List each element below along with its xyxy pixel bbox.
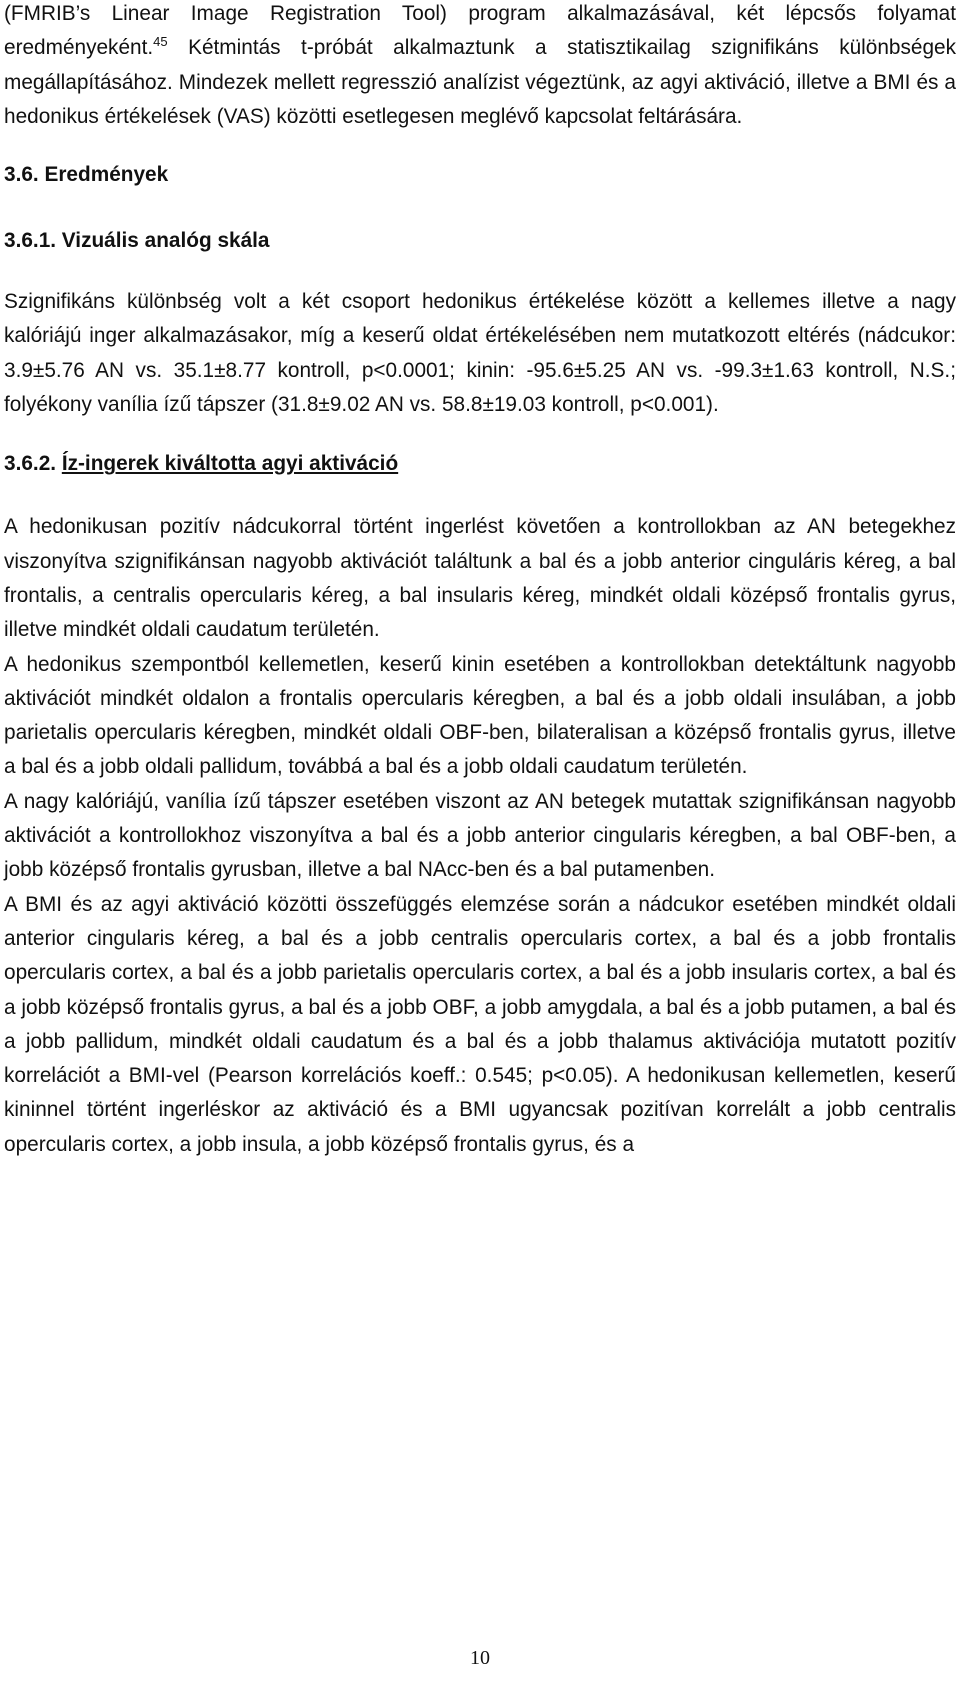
activation-body [4, 510, 956, 1162]
subsection-heading-vas: 3.6.1. Vizuális analóg skála [4, 229, 270, 253]
vas-paragraph: Szignifikáns különbség volt a két csoport hedonikus értékelése között a kellemes illetve a nagy kalóriájú inger alkalmazásakor, míg a keserű oldat értékelésében nem mutatkozott eltérés (nádcukor: 3.9±5.76 AN vs. 35.1±8.77 kontroll, p<0.0001; kinin: -95.6±5.25 AN vs. -99.3±1.63 kontroll, N.S.; folyékony vanília ízű tápszer (31.8±9.02 AN vs. 58.8±19.03 kontroll, p<0.001). [4, 290, 956, 417]
section-heading-results: 3.6. Eredmények [4, 163, 169, 187]
footnote-ref: 45 [153, 34, 168, 50]
intro-text-part1: (FMRIB’s Linear Image Registration Tool) program alkalmazásával, két lépcsős folyamat eredményeként. [4, 2, 956, 60]
intro-text-part2: Kétmintás t-próbát alkalmaztunk a statisztikailag szignifikáns különbségek megállapításához. Mindezek mellett regresszió analízist végeztünk, az agyi aktiváció, illetve a BMI és a hedonikus értékelések (VAS) közötti esetlegesen meglévő kapcsolat feltárására. [4, 36, 956, 128]
subsection-heading-activation [4, 447, 956, 481]
paragraph-bmi-correlation: A BMI és az agyi aktiváció közötti összefüggés elemzése során a nádcukor esetében mindkét oldali anterior cingularis kéreg, a bal és a jobb centralis opercularis cortex, a bal és a jobb frontalis opercularis cortex, a bal és a jobb parietalis opercularis cortex, a bal és a jobb insularis cortex, a bal és a jobb középső frontalis gyrus, a bal és a jobb OBF, a jobb amygdala, a bal és a jobb putamen, a bal és a jobb pallidum, mindkét oldali caudatum és a bal és a jobb thalamus aktivációja mutatott pozitív korrelációt a BMI-vel (Pearson korrelációs koeff.: 0.545; p<0.05). A hedonikusan kellemetlen, keserű kininnel történt ingerléskor az aktiváció és a BMI ugyancsak pozitívan korrelált a jobb centralis opercularis cortex, a jobb insula, a jobb középső frontalis gyrus, és a [4, 892, 956, 1156]
page-number: 10 [470, 1647, 490, 1669]
paragraph-quinine: A hedonikus szempontból kellemetlen, keserű kinin esetében a kontrollokban detektáltunk nagyobb aktivációt mindkét oldalon a frontalis opercularis kéregben, a bal és a jobb oldali insulában, a jobb parietalis opercularis kéregben, mindkét oldali OBF-ben, bilateralisan a középső frontalis gyrus, illetve a bal és a jobb oldali pallidum, továbbá a bal és a jobb oldali caudatum területén. [4, 652, 956, 779]
subsection-title: Íz-ingerek kiváltotta agyi aktiváció [61, 452, 399, 476]
subsection-number: 3.6.2. [4, 452, 62, 476]
paragraph-sucrose: A hedonikusan pozitív nádcukorral történt ingerlést követően a kontrollokban az AN betegekhez viszonyítva szignifikánsan nagyobb aktivációt találtunk a bal és a jobb anterior cinguláris kéreg, a bal frontalis, a centralis opercularis kéreg, a bal insularis kéreg, mindkét oldali középső frontalis gyrus, illetve mindkét oldali caudatum területén. [4, 515, 956, 642]
intro-paragraph [4, 0, 956, 134]
paragraph-vanilla: A nagy kalóriájú, vanília ízű tápszer esetében viszont az AN betegek mutattak szignifikánsan nagyobb aktivációt a kontrollokhoz viszonyítva a bal és a jobb anterior cingularis kéregben, a bal OBF-ben, a jobb középső frontalis gyrusban, illetve a bal NAcc-ben és a bal putamenben. [4, 789, 956, 882]
